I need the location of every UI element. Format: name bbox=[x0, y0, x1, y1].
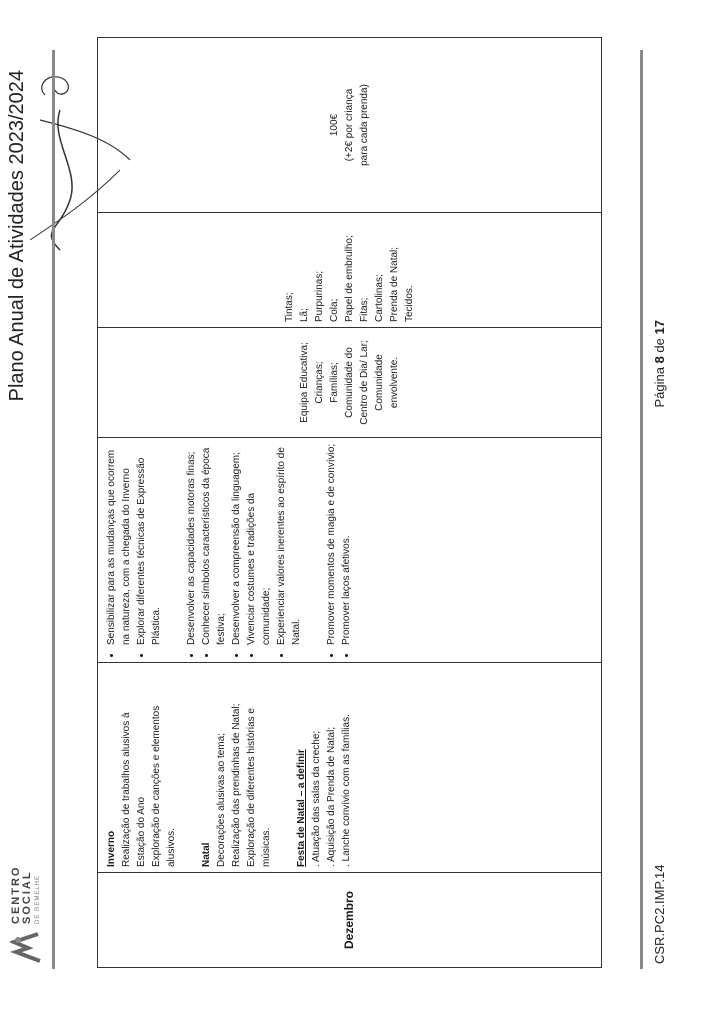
objectives-inverno bbox=[104, 443, 164, 657]
activity-line: alusivos. bbox=[166, 828, 177, 867]
participant-line: Comunidade bbox=[374, 354, 385, 411]
logo-line-2: SOCIAL bbox=[20, 870, 33, 924]
activity-line: Decorações alusivas ao tema; bbox=[216, 733, 227, 867]
objective-item: • Promover laços afetivos. bbox=[339, 443, 354, 645]
document-title: Plano Anual de Atividades 2023/2024 bbox=[6, 70, 28, 402]
activity-title: Festa de Natal – a definir bbox=[296, 749, 307, 867]
footer-rule bbox=[640, 50, 643, 969]
logo-line-1: CENTRO bbox=[9, 865, 22, 924]
participants-cell bbox=[98, 328, 602, 438]
centro-social-logo-icon bbox=[10, 930, 44, 964]
objective-item: • Experienciar valores inerentes ao espírito de Natal. bbox=[274, 443, 304, 645]
participant-line: Comunidade do bbox=[344, 347, 355, 418]
participant-line: Centro de Dia/ Lar; bbox=[359, 340, 370, 425]
cost-line: (+2€ por criança bbox=[344, 88, 355, 162]
objective-item: • Vivenciar costumes e tradições da comunidade; bbox=[244, 443, 274, 645]
material-line: Papel de embrulho; bbox=[344, 235, 355, 322]
activities-cell bbox=[98, 663, 602, 873]
logo bbox=[10, 866, 44, 964]
participant-line: Equipa Educativa; bbox=[299, 342, 310, 423]
activity-inverno bbox=[104, 668, 179, 867]
material-line: Prenda de Natal; bbox=[389, 246, 400, 322]
activity-festa-natal bbox=[294, 668, 354, 867]
page-separator: de bbox=[652, 338, 667, 353]
month-cell: Dezembro bbox=[98, 873, 602, 968]
activity-line: . Atuação das salas da creche; bbox=[311, 730, 322, 867]
activity-line: Realização das prendinhas de Natal; bbox=[231, 703, 242, 867]
activity-line: Estação do Ano bbox=[136, 796, 147, 867]
cost-line: para cada prenda) bbox=[359, 84, 370, 166]
objectives-natal bbox=[184, 443, 304, 657]
activity-line: Exploração de diferentes histórias e bbox=[246, 708, 257, 867]
material-line: Lã; bbox=[299, 308, 310, 322]
activity-line: Realização de trabalhos alusivos à bbox=[121, 712, 132, 867]
page-number bbox=[652, 320, 667, 408]
materials-cell bbox=[98, 213, 602, 328]
material-line: Cartolinas; bbox=[374, 274, 385, 322]
participant-line: Famílias; bbox=[329, 362, 340, 403]
participant-line: Crianças; bbox=[314, 361, 325, 404]
page-prefix: Página bbox=[652, 367, 667, 408]
material-line: Purpurinas; bbox=[314, 270, 325, 322]
material-line: Cola; bbox=[329, 298, 340, 322]
activity-line: . Lanche convívio com as famílias. bbox=[341, 714, 352, 867]
cost-line: 100€ bbox=[329, 113, 340, 137]
document-code: CSR.PC2.IMP.14 bbox=[652, 864, 667, 964]
header-rule bbox=[52, 50, 55, 969]
logo-line-3: DE REMELHE bbox=[34, 874, 41, 924]
material-line: Tecidos. bbox=[404, 285, 415, 322]
objectives-cell bbox=[98, 438, 602, 663]
objective-item: • Desenvolver as capacidades motoras finas; bbox=[184, 443, 199, 645]
activity-natal bbox=[199, 668, 274, 867]
activity-line: músicas. bbox=[261, 827, 272, 867]
material-line: Tintas; bbox=[284, 292, 295, 322]
activity-line: . Aquisição da Prenda de Natal; bbox=[326, 726, 337, 867]
activity-line: Exploração de canções e elementos bbox=[151, 705, 162, 867]
objective-item: • Promover momentos de magia e de convívio; bbox=[324, 443, 339, 645]
page-current: 8 bbox=[652, 356, 667, 364]
objective-item: • Sensibilizar para as mudanças que ocorrem na natureza, com a chegada do Inverno bbox=[104, 443, 134, 645]
participant-line: envolvente. bbox=[389, 356, 400, 409]
page-total: 17 bbox=[652, 320, 667, 335]
objective-item: • Explorar diferentes técnicas de Expressão Plástica. bbox=[134, 443, 164, 645]
table-row bbox=[98, 38, 602, 968]
objectives-festa bbox=[324, 443, 354, 657]
objective-item: • Desenvolver a compreensão da linguagem; bbox=[229, 443, 244, 645]
activities-table bbox=[97, 37, 602, 968]
activity-title: Inverno bbox=[106, 830, 117, 867]
cost-cell bbox=[98, 38, 602, 213]
activity-title: Natal bbox=[201, 842, 212, 867]
material-line: Fitas; bbox=[359, 297, 370, 322]
objective-item: • Conhecer símbolos característicos da época festiva; bbox=[199, 443, 229, 645]
